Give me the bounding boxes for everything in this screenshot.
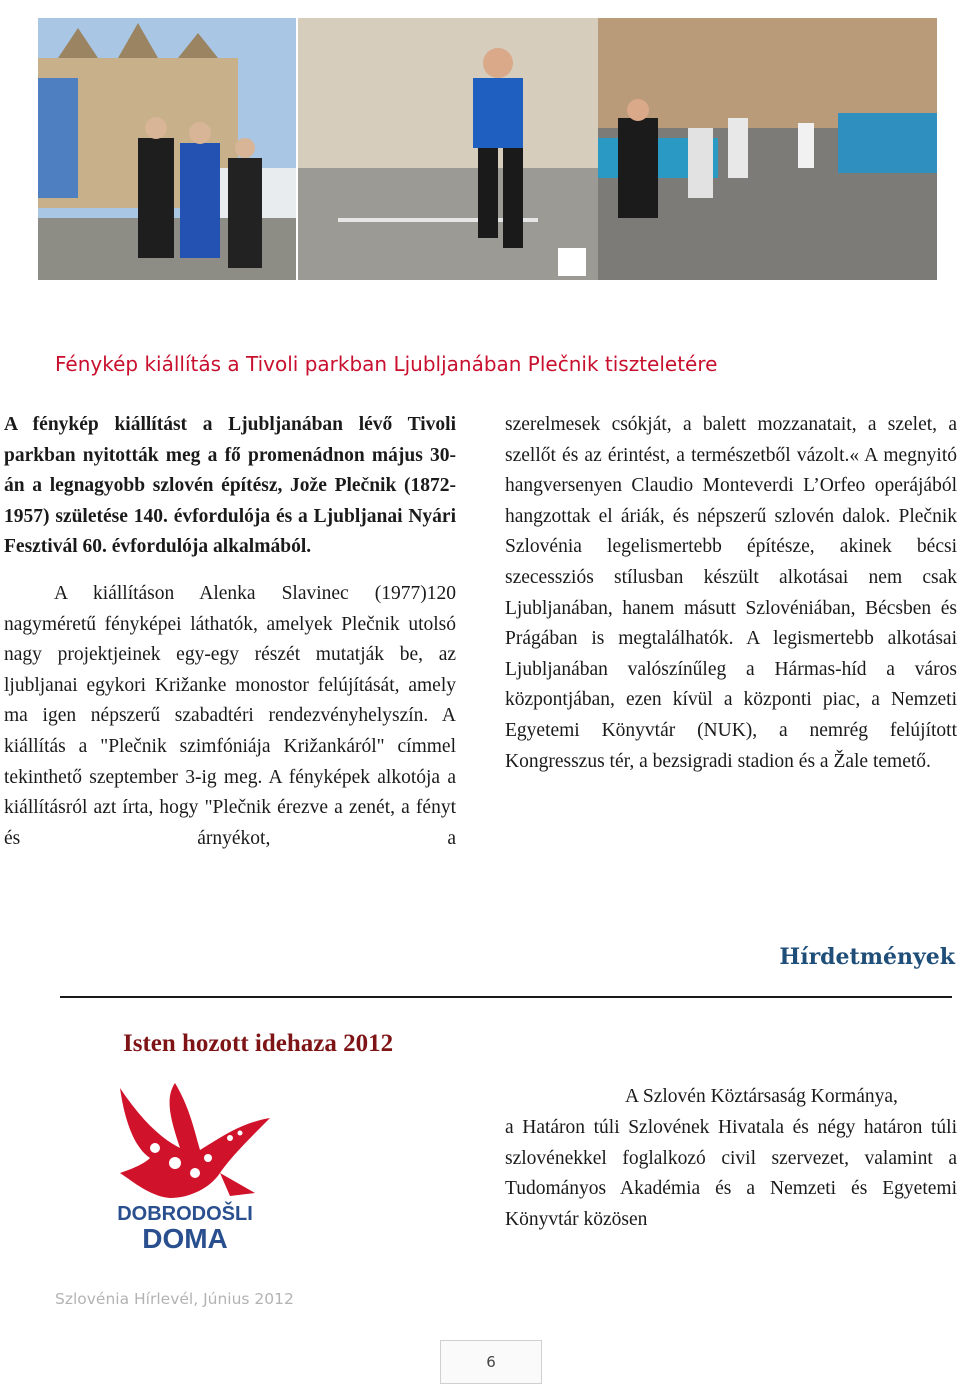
announcement-text [505, 1082, 957, 1236]
newsletter-footer: Szlovénia Hírlevél, Június 2012 [55, 1290, 294, 1308]
article-body: A kiállításon Alenka Slavinec (1977)120 nagyméretű fényképei láthatók, amelyek Plečnik utolsó nagy projektjeinek egy-egy részét mutatják be, az ljubljanai egykori Križanke monostor felújítását, amely ma igen népszerű szabadtéri rendezvényhelyszín. A kiállítás a "Plečnik szimfóniája Križankáról" címmel tekinthető szeptember 3-ig meg. A fényképek alkotója a kiállításról azt írta, hogy "Plečnik érezve a zenét, a fényt és árnyékot, a [4, 582, 456, 849]
parliament-group-photo [38, 18, 296, 280]
logo-line1: DOBRODOŠLI [117, 1203, 253, 1225]
marathon-runner-photo [298, 18, 598, 280]
article-title: Fénykép kiállítás a Tivoli parkban Ljubljanában Plečnik tiszteletére [55, 352, 718, 376]
street-race-photo [598, 18, 937, 280]
section-divider [60, 996, 952, 998]
page-number-box [440, 1340, 542, 1384]
article-continued: szerelmesek csókját, a balett mozzanatait, a szelet, a szellőt és az érintést, a természetből vázolt.« A megnyitó hangversenyen Claudio Monteverdi L’Orfeo operájából hangzottak el áriák, és népszerű szlovén dalok. Plečnik Szlovénia legelismertebb építésze, akinek bécsi szecessziós stílusban készült alkotásai nem csak Ljubljanában, hanem másutt Szlovéniában, Bécsben és Prágában is megtalálhatók. A legismertebb alkotásai Ljubljanában valószínűleg a Hármas-híd a város központjában, ezen kívül a központi piac, a Nemzeti Egyetemi Könyvtár (NUK), a nemrég felújított Kongresszus tér, a bezsigradi stadion és a Žale temető. [505, 414, 957, 772]
logo-line2: DOMA [142, 1223, 228, 1254]
announcement-body: a Határon túli Szlovének Hivatala és négy határon túli szlovénekkel foglalkozó civil szervezet, valamint a Tudományos Akadémia és a Nemzeti és Egyetemi Könyvtár közösen [505, 1116, 957, 1231]
article-right-column [505, 410, 957, 777]
red-dove-logo [80, 1078, 290, 1256]
article-intro: A fénykép kiállítást a Ljubljanában lévő Tivoli parkban nyitották meg a fő promenádnon május 30-án a legnagyobb szlovén építész, Jože Plečnik (1872-1957) születése 140. évfordulója és a Ljubljanai Nyári Fesztivál 60. évfordulója alkalmából. [4, 414, 456, 558]
event-title: Isten hozott idehaza 2012 [123, 1030, 394, 1057]
article-left-column [4, 410, 456, 854]
announcement-first-line: A Szlovén Köztársaság Kormánya, [625, 1086, 898, 1107]
section-title: Hírdetmények [779, 944, 955, 970]
page-number: 6 [486, 1353, 496, 1371]
